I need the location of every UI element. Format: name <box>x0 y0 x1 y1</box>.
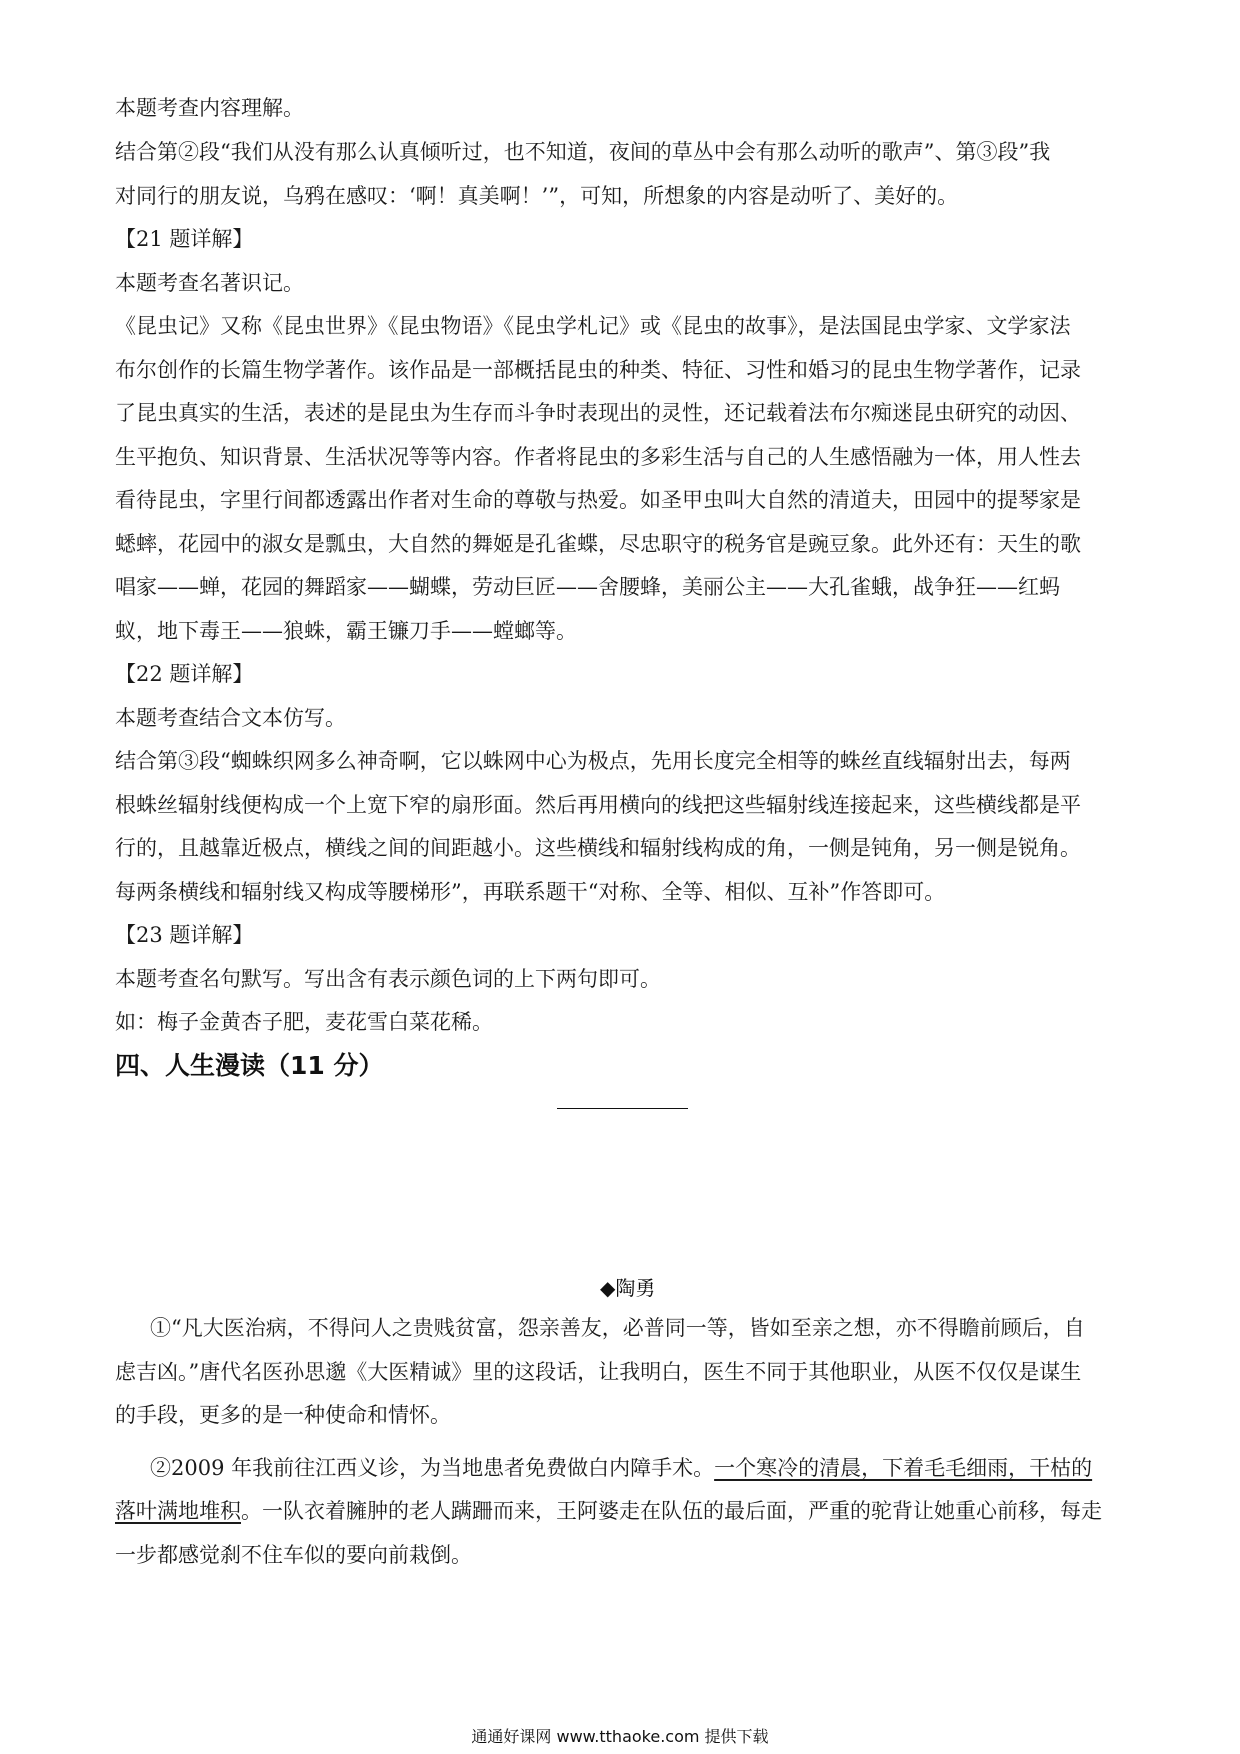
answer-line: 了昆虫真实的生活，表述的是昆虫为生存而斗争时表现出的灵性，还记载着法布尔痴迷昆虫研究的动因、 <box>115 401 1081 425</box>
author-name: ◆陶勇 <box>600 1276 656 1300</box>
story-paragraph-line: 虑吉凶。”唐代名医孙思邈《大医精诚》里的这段话，让我明白，医生不同于其他职业，从医不仅仅是谋生 <box>115 1360 1082 1384</box>
answer-line: 根蛛丝辐射线便构成一个上宽下窄的扇形面。然后再用横向的线把这些辐射线连接起来，这些横线都是平 <box>115 793 1081 817</box>
underlined-sentence: 一个寒冷的清晨，下着毛毛细雨，干枯的 <box>714 1456 1093 1480</box>
answer-line: 本题考查名著识记。 <box>115 271 304 295</box>
page-footer: 通通好课网 www.tthaoke.com 提供下载 <box>471 1727 769 1746</box>
question-detail-heading: 【21 题详解】 <box>115 227 254 251</box>
question-detail-heading: 【23 题详解】 <box>115 923 254 947</box>
answer-line: 本题考查结合文本仿写。 <box>115 706 346 730</box>
story-text: 。一队衣着臃肿的老人蹒跚而来，王阿婆走在队伍的最后面，严重的驼背让她重心前移，每走 <box>241 1499 1102 1523</box>
answer-line: 生平抱负、知识背景、生活状况等等内容。作者将昆虫的多彩生活与自己的人生感悟融为一体，用人性去 <box>115 445 1081 469</box>
answer-line: 蚁，地下毒王——狼蛛，霸王镰刀手——螳螂等。 <box>115 619 577 643</box>
answer-line: 唱家——蝉，花园的舞蹈家——蝴蝶，劳动巨匠——舍腰蜂，美丽公主——大孔雀蛾，战争狂——红蚂 <box>115 575 1060 599</box>
answer-line: 本题考查内容理解。 <box>115 96 304 120</box>
story-text: ②2009 年我前往江西义诊，为当地患者免费做白内障手术。 <box>150 1456 715 1480</box>
answer-line: 对同行的朋友说，乌鸦在感叹：‘啊！真美啊！’”，可知，所想象的内容是动听了、美好的。 <box>115 184 959 208</box>
story-paragraph-line: ①“凡大医治病，不得问人之贵贱贫富，怨亲善友，必普同一等，皆如至亲之想，亦不得瞻前顾后，自 <box>150 1316 1085 1340</box>
answer-line: 如：梅子金黄杏子肥，麦花雪白菜花稀。 <box>115 1010 493 1034</box>
answer-line: 每两条横线和辐射线又构成等腰梯形”，再联系题干“对称、全等、相似、互补”作答即可。 <box>115 880 946 904</box>
question-detail-heading: 【22 题详解】 <box>115 662 254 686</box>
story-paragraph-line: 的手段，更多的是一种使命和情怀。 <box>115 1403 451 1427</box>
story-paragraph-line <box>150 1454 1092 1482</box>
title-blank-line <box>557 1108 688 1109</box>
answer-line: 布尔创作的长篇生物学著作。该作品是一部概括昆虫的种类、特征、习性和婚习的昆虫生物学著作，记录 <box>115 358 1081 382</box>
story-paragraph-line: 一步都感觉刹不住车似的要向前栽倒。 <box>115 1543 472 1567</box>
answer-line: 结合第③段“蜘蛛织网多么神奇啊，它以蛛网中心为极点，先用长度完全相等的蛛丝直线辐射出去，每两 <box>115 749 1071 773</box>
answer-line: 本题考查名句默写。写出含有表示颜色词的上下两句即可。 <box>115 967 661 991</box>
answer-line: 结合第②段“我们从没有那么认真倾听过，也不知道，夜间的草丛中会有那么动听的歌声”、第③段”我 <box>115 140 1051 164</box>
story-paragraph-line <box>115 1497 1102 1525</box>
answer-line: 行的，且越靠近极点，横线之间的间距越小。这些横线和辐射线构成的角，一侧是钝角，另一侧是锐角。 <box>115 836 1081 860</box>
section-heading: 四、人生漫读（11 分） <box>115 1051 384 1080</box>
answer-line: 看待昆虫，字里行间都透露出作者对生命的尊敬与热爱。如圣甲虫叫大自然的清道夫，田园中的提琴家是 <box>115 488 1081 512</box>
answer-line: 《昆虫记》又称《昆虫世界》《昆虫物语》《昆虫学札记》或《昆虫的故事》，是法国昆虫学家、文学家法 <box>115 314 1071 338</box>
answer-line: 蟋蟀，花园中的淑女是瓢虫，大自然的舞姬是孔雀蝶，尽忠职守的税务官是豌豆象。此外还有：天生的歌 <box>115 532 1081 556</box>
underlined-sentence: 落叶满地堆积 <box>115 1499 241 1523</box>
